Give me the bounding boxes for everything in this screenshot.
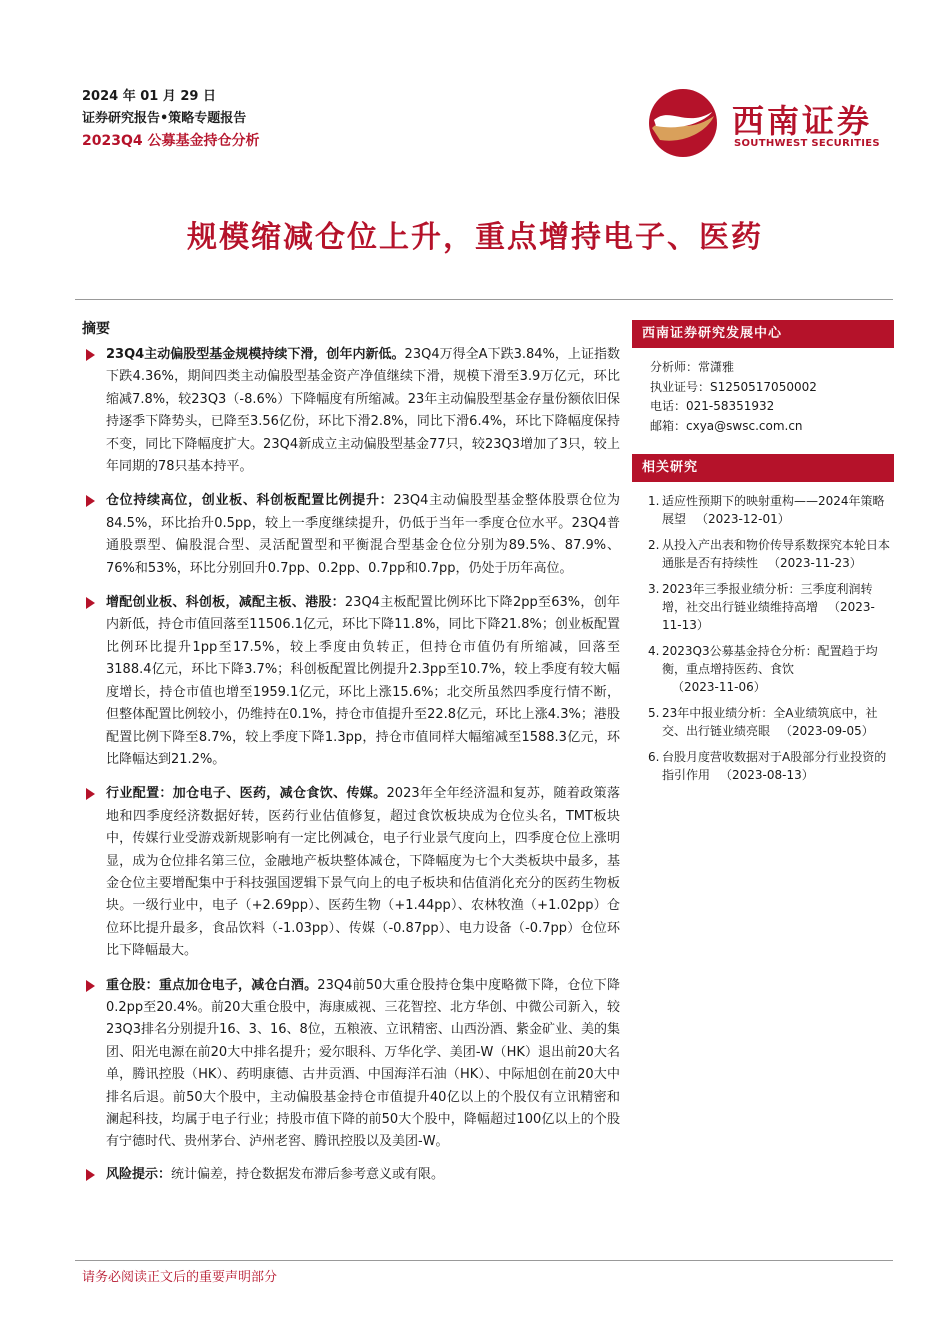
- triangle-bullet-icon: [86, 349, 95, 361]
- report-header: [82, 86, 259, 152]
- triangle-bullet-icon: [86, 597, 95, 609]
- abstract-item-lead: 仓位持续高位，创业板、科创板配置比例提升：: [106, 493, 394, 509]
- abstract-item: [82, 783, 620, 962]
- analyst-email[interactable]: 邮箱：cxya@swsc.com.cn: [650, 418, 803, 433]
- research-center-heading: 西南证券研究发展中心: [632, 320, 894, 348]
- related-report-number: 3.: [648, 582, 660, 596]
- analyst-phone: 电话：021-58351932: [650, 399, 775, 413]
- abstract-item-text: 23Q4万得全A下跌3.84%，上证指数下跌4.36%，期间四类主动偏股型基金资产净值继续下滑，规模下滑至3.9万亿元，环比缩减7.8%，较23Q3（-8.6%）下降幅度有所缩减。23年主动偏股型基金存量份额依旧保持逐季下降势头，已降至3.56亿份，环比下滑2.8%，同比下滑6.4%，环比下降幅度保持不变，同比下降幅度扩大。23Q4新成立主动偏股型基金77只，较23Q3增加了3只，较上年同期的78只基本持平。: [106, 347, 620, 475]
- related-report-title: 23年中报业绩分析：全A业绩筑底中，社交、出行链业绩亮眼: [662, 706, 878, 738]
- page-title: 规模缩减仓位上升，重点增持电子、医药: [187, 220, 763, 255]
- header-divider: [75, 299, 893, 300]
- related-report[interactable]: [648, 536, 894, 572]
- abstract-heading: 摘要: [82, 321, 110, 337]
- triangle-bullet-icon: [86, 980, 95, 992]
- related-report-date: （2023-11-13）: [662, 600, 875, 632]
- abstract-item-lead: 23Q4主动偏股型基金规模持续下滑，创年内新低。: [106, 347, 405, 362]
- related-research-list: [632, 482, 894, 784]
- abstract-item-text: 2023年全年经济温和复苏，随着政策落地和四季度经济数据好转，医药行业估值修复，超过食饮板块成为仓位头名，TMT板块中，传媒行业受游戏新规影响有一定比例减仓，电子行业景气度向上，四季度仓位上涨明显，成为仓位排名第三位，金融地产板块整体减仓，下降幅度为七个大类板块中最多，基金仓位主要增配集中于科技强国逻辑下景气向上的电子板块和估值消化充分的医药生物板块。一级行业中，电子（+2.69pp）、医药生物（+1.44pp）、农林牧渔（+1.02pp）仓位环比提升最多，食品饮料（-1.03pp）、传媒（-0.87pp）、电力设备（-0.7pp）仓位环比下降幅最大。: [106, 786, 620, 959]
- report-date: 2024 年 01 月 29 日: [82, 89, 216, 104]
- related-report[interactable]: [648, 704, 894, 740]
- related-report-date: （2023-11-23）: [768, 556, 862, 570]
- footer-divider: [75, 1260, 893, 1261]
- related-report-title: 适应性预期下的映射重构——2024年策略展望: [662, 494, 885, 526]
- related-report-title: 台股月度营收数据对于A股部分行业投资的指引作用: [662, 750, 887, 782]
- related-report-number: 6.: [648, 750, 660, 764]
- risk-lead: 风险提示：: [106, 1166, 172, 1182]
- related-report-date: （2023-11-06）: [672, 680, 766, 694]
- related-report[interactable]: [648, 492, 894, 528]
- report-type: 证券研究报告•策略专题报告: [82, 111, 247, 126]
- footer-disclaimer: 请务必阅读正文后的重要声明部分: [82, 1270, 278, 1285]
- related-report-date: （2023-12-01）: [696, 512, 790, 526]
- abstract-item-lead: 增配创业板、科创板，减配主板、港股：: [106, 595, 345, 611]
- company-logo: [646, 86, 886, 160]
- abstract-item: [82, 975, 620, 1154]
- risk-text: 统计偏差，持仓数据发布滞后参考意义或有限。: [171, 1166, 445, 1182]
- risk-warning: [82, 1164, 620, 1186]
- related-report-date: （2023-09-05）: [780, 724, 874, 738]
- sidebar: [632, 320, 894, 792]
- triangle-bullet-icon: [86, 788, 95, 800]
- related-report[interactable]: [648, 580, 894, 634]
- abstract-item-text: 23Q4主板配置比例环比下降2pp至63%，创年内新低，持仓市值回落至11506.1亿元，环比下降11.8%，同比下降21.8%；创业板配置比例环比提升1pp至17.5%，较上季度由负转正，但持仓市值仍有所缩减，回落至3188.4亿元，环比下降3.7%；科创板配置比例提升2.3pp至10.7%，较上季度有较大幅度增长，持仓市值也增至1959.1亿元，环比上涨15.6%；北交所虽然四季度行情不断，但整体配置比例较小，仍维持在0.1%，持仓市值提升至22.8亿元，环比上涨4.3%；港股配置比例下降至8.7%，较上季度下降1.3pp，持仓市值同样大幅缩减至1588.3亿元，环比降幅达到21.2%。: [106, 595, 620, 767]
- abstract-item: [82, 592, 620, 771]
- related-report-title: 从投入产出表和物价传导系数探究本轮日本通胀是否有持续性: [662, 538, 891, 570]
- report-subject: 2023Q4 公募基金持仓分析: [82, 133, 260, 149]
- abstract-item-lead: 行业配置：加仓电子、医药，减仓食饮、传媒。: [106, 786, 387, 802]
- related-report[interactable]: [648, 642, 894, 696]
- analyst-name: 分析师：常潇雅: [650, 360, 735, 374]
- related-research-heading: 相关研究: [632, 454, 894, 482]
- triangle-bullet-icon: [86, 1169, 95, 1181]
- related-report-number: 1.: [648, 494, 660, 508]
- related-report[interactable]: [648, 748, 894, 784]
- abstract-body: [82, 344, 620, 1186]
- abstract-item: [82, 490, 620, 580]
- related-report-number: 2.: [648, 538, 660, 552]
- related-report-number: 5.: [648, 706, 660, 720]
- logo-chinese-name: 西南证券: [732, 102, 873, 140]
- logo-english-name: SOUTHWEST SECURITIES: [734, 138, 880, 149]
- triangle-bullet-icon: [86, 495, 95, 507]
- abstract-item-text: 23Q4前50大重仓股持仓集中度略微下降，仓位下降0.2pp至20.4%。前20大重仓股中，海康威视、三花智控、北方华创、中微公司新入，较23Q3排名分别提升16、3、16、8位，五粮液、立讯精密、山西汾酒、紫金矿业、美的集团、阳光电源在前20大中排名提升；爱尔眼科、万华化学、美团-W（HK）退出前20大名单，腾讯控股（HK）、药明康德、古井贡酒、中国海洋石油（HK）、中际旭创在前20大中排名后退。前50大个股中，主动偏股基金持仓市值提升40亿以上的个股仅有立讯精密和澜起科技，均属于电子行业；持股市值下降的前50大个股中，降幅超过100亿以上的个股有宁德时代、贵州茅台、泸州老窖、腾讯控股以及美团-W。: [106, 977, 620, 1150]
- related-report-date: （2023-08-13）: [720, 768, 814, 782]
- related-report-title: 2023Q3公募基金持仓分析：配置趋于均衡，重点增持医药、食饮: [662, 644, 878, 676]
- abstract-item-lead: 重仓股：重点加仓电子，减仓白酒。: [106, 977, 318, 993]
- analyst-info: [632, 348, 894, 436]
- related-report-number: 4.: [648, 644, 660, 658]
- abstract-item-text: 23Q4主动偏股型基金整体股票仓位为84.5%，环比抬升0.5pp，较上一季度继续提升，仍低于当年一季度仓位水平。23Q4普通股票型、偏股混合型、灵活配置型和平衡混合型基金仓位分别为89.5%、87.9%、76%和53%，环比分别回升0.7pp、0.2pp、0.7pp和0.7pp，仍处于历年高位。: [106, 493, 620, 576]
- abstract-item: [82, 344, 620, 478]
- related-report-title: 2023年三季报业绩分析：三季度利润转增，社交出行链业绩维持高增: [662, 582, 873, 614]
- analyst-license: 执业证号：S1250517050002: [650, 379, 817, 394]
- logo-mark-icon: [646, 86, 720, 160]
